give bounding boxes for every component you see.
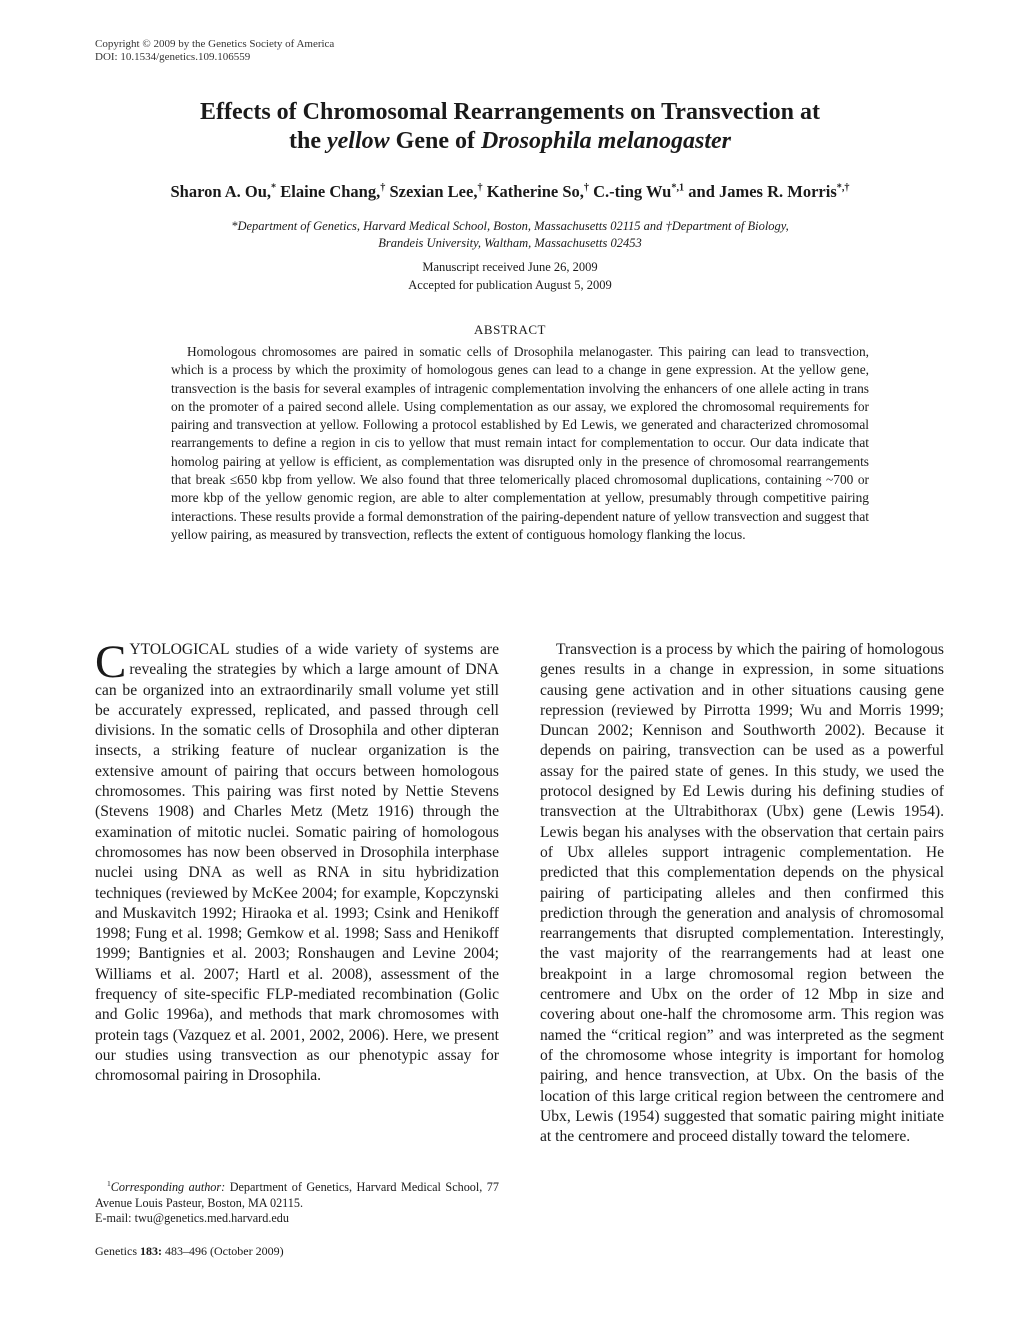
- affiliations: [100, 218, 920, 252]
- author: and James R. Morris*,†: [688, 182, 850, 201]
- copyright-notice: [95, 38, 334, 64]
- drop-cap: C: [95, 636, 127, 688]
- author: Sharon A. Ou,*: [170, 182, 277, 201]
- journal-citation: [95, 1244, 284, 1259]
- footnote-address: Department of Genetics, Harvard Medical School, 77 Avenue Louis Pasteur, Boston, MA 02115.: [95, 1180, 499, 1210]
- received-date: Manuscript received June 26, 2009: [422, 260, 598, 274]
- author: C.-ting $Wu^{*,1}$: [593, 182, 685, 201]
- intro-text: YTOLOGICAL studies of a wide variety of systems are revealing the strategies by which a large amount of DNA can be organized into an extraordinarily small volume yet still be accurately expressed, replicated, and passed through cell divisions. In the somatic cells of Drosophila and other dipteran insects, a striking feature of nuclear organization is the extensive amount of pairing that occurs between homologous chromosomes. This pairing was first noted by Nettie Stevens (Stevens 1908) and Charles Metz (Metz 1916) through the examination of mitotic nuclei. Somatic pairing of homologous chromosomes has now been observed in Drosophila interphase nuclei using DNA as well as RNA in situ hybridization techniques (reviewed by McKee 2004; for example, Kopczynski and Muskavitch 1992; Hiraoka et al. 1993; Csink and Henikoff 1998; Fung et al. 1998; Gemkow et al. 1998; Sass and Henikoff 1999; Bantignies et al. 2003; Ronshaugen and Levine 2004; Williams et al. 2007; Hartl et al. 2008), assessment of the frequency of site-specific FLP-mediated recombination (Golic and Golic 1996a), and methods that mark chromosomes with protein tags (Vazquez et al. 2001, 2002, 2006). Here, we present our studies using transvection as our phenotypic assay for chromosomal pairing in Drosophila.: [95, 641, 499, 1085]
- body-column-right: [540, 640, 944, 1147]
- author: Elaine Chang,†: [280, 182, 386, 201]
- footnote-label: Corresponding author:: [110, 1180, 226, 1194]
- copyright-line: Copyright © 2009 by the Genetics Society of America: [95, 38, 335, 50]
- affiliation-line-1: *Department of Genetics, Harvard Medical School, Boston, Massachusetts 02115 and †Department of Biology,: [231, 219, 789, 233]
- author: Katherine So,†: [486, 182, 589, 201]
- author-list: [40, 182, 980, 202]
- title-word-the: the: [289, 128, 327, 154]
- doi-line: DOI: 10.1534/genetics.109.106559: [95, 51, 251, 63]
- journal-name: Genetics: [95, 1244, 140, 1258]
- affiliation-line-2: Brandeis University, Waltham, Massachusetts 02453: [378, 236, 642, 250]
- corresponding-author-footnote: [95, 1180, 499, 1227]
- journal-pages: 483–496 (October 2009): [161, 1244, 284, 1258]
- accepted-date: Accepted for publication August 5, 2009: [408, 278, 612, 292]
- transvection-paragraph: Transvection is a process by which the pairing of homologous genes results in a change in expression, in some situations causing gene activation and in other situations causing gene repression (reviewed by Pirrotta 1999; Wu and Morris 1999; Duncan 2002; Kennison and Southworth 2002). Because it depends on pairing, transvection can be used as a powerful assay for the paired state of genes. In this study, we used the protocol designed by Ed Lewis during his defining studies of transvection at the Ultrabithorax (Ubx) gene (Lewis 1954). Lewis began his analyses with the observation that certain pairs of Ubx alleles support intragenic complementation. He predicted that this complementation depends on the physical pairing of participating alleles and then confirmed this prediction through the generation and analysis of chromosomal rearrangements that disrupted complementation. Interestingly, the vast majority of the rearrangements had at least one breakpoint in a large chromosomal region between the centromere and Ubx on the order of 12 Mbp in size and covering about one-half the chromosome arm. This region was named the “critical region” and was interpreted as the segment of the chromosome whose integrity is important for homolog pairing, and hence transvection, at Ubx. On the basis of the location of this large critical region between the centromere and Ubx, Lewis (1954) suggested that somatic pairing might initiate at the centromere and proceed distally toward the telomere.: [540, 641, 944, 1146]
- paper-title: [60, 98, 960, 156]
- footnote-mark: 1: [107, 1178, 111, 1188]
- title-line-1: Effects of Chromosomal Rearrangements on Transvection at: [200, 99, 820, 125]
- footnote-text: [95, 1180, 499, 1211]
- author: Szexian Lee,†: [389, 182, 483, 201]
- manuscript-dates: [100, 258, 920, 294]
- journal-volume: 183:: [139, 1244, 162, 1258]
- body-column-left: [95, 636, 499, 1087]
- title-species: Drosophila melanogaster: [480, 128, 731, 154]
- abstract-text: Homologous chromosomes are paired in somatic cells of Drosophila melanogaster. This pairing can lead to transvection, which is a process by which the proximity of homologous genes can lead to a change in gene expression. At the yellow gene, transvection is the basis for several examples of intragenic complementation involving the enhancers of one allele acting in trans on the promoter of a paired second allele. Using complementation as our assay, we explored the chromosomal requirements for pairing and transvection at yellow. Following a protocol established by Ed Lewis, we generated and characterized chromosomal rearrangements to define a region in cis to yellow that must remain intact for complementation to occur. Our data indicate that homolog pairing at yellow is efficient, as complementation was disrupted only in the presence of chromosomal rearrangements that break ≤650 kbp from yellow. We also found that three telomerically placed chromosomal duplications, containing ~700 or more kbp of the yellow genomic region, are able to alter complementation at yellow, presumably through competitive pairing interactions. These results provide a formal demonstration of the pairing-dependent nature of yellow transvection and suggest that yellow pairing, as measured by transvection, reflects the extent of contiguous homology flanking the locus.: [171, 344, 869, 542]
- footnote-email: E-mail: twu@genetics.med.harvard.edu: [95, 1211, 289, 1225]
- title-word-gene-of: Gene of: [389, 128, 481, 154]
- title-gene-name: yellow: [327, 128, 390, 154]
- title-line-2: [60, 127, 960, 156]
- abstract-heading: ABSTRACT: [474, 322, 546, 337]
- intro-paragraph: [95, 636, 499, 1087]
